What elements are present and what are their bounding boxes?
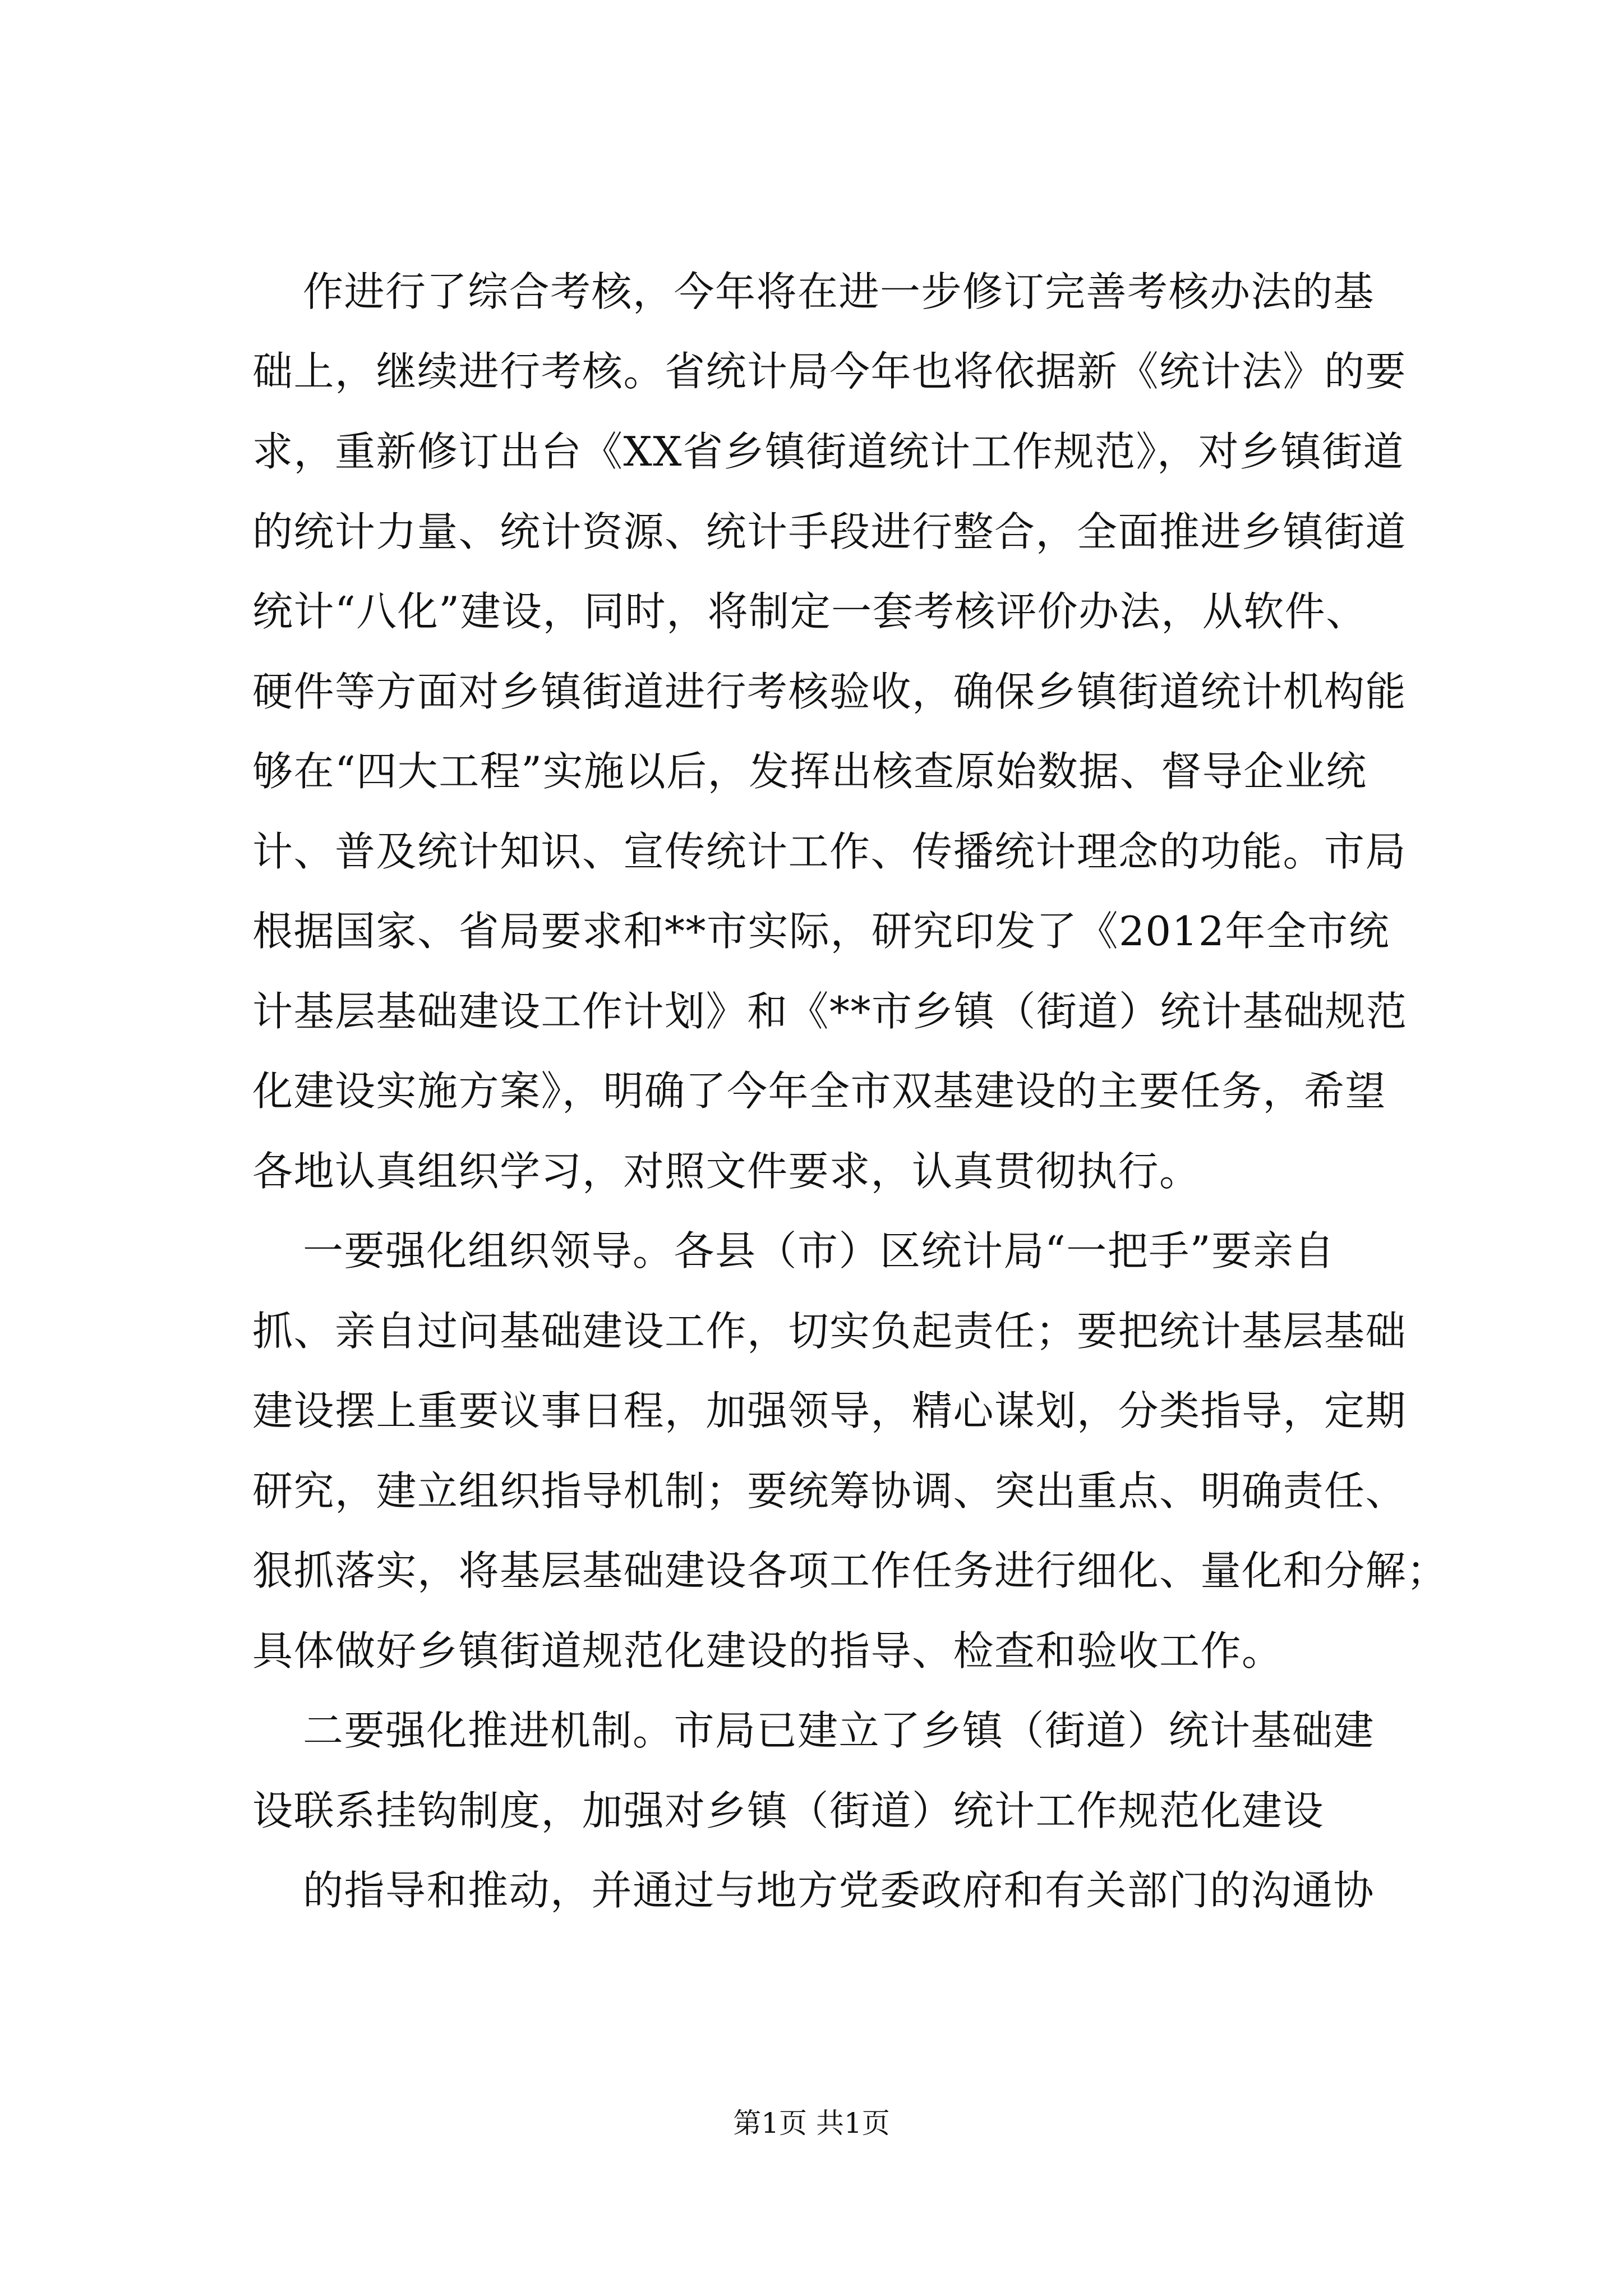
body-text-line: 作进行了综合考核，今年将在进一步修订完善考核办法的基: [303, 268, 1375, 315]
body-text-line: 化建设实施方案》，明确了今年全市双基建设的主要任务，希望: [252, 1068, 1387, 1115]
body-text-line: 设联系挂钩制度，加强对乡镇（街道）统计工作规范化建设: [252, 1787, 1325, 1834]
body-text-line: 一要强化组织领导。各县（市）区统计局“一把手”要亲自: [303, 1227, 1335, 1274]
body-text-line: 狠抓落实，将基层基础建设各项工作任务进行细化、量化和分解；: [252, 1547, 1448, 1594]
body-text-line: 的统计力量、统计资源、统计手段进行整合，全面推进乡镇街道: [252, 508, 1407, 555]
body-text-line: 求，重新修订出台《XX省乡镇街道统计工作规范》，对乡镇街道: [252, 428, 1405, 475]
body-text-line: 研究，建立组织指导机制；要统筹协调、突出重点、明确责任、: [252, 1467, 1407, 1515]
body-text-line: 抓、亲自过问基础建设工作，切实负起责任；要把统计基层基础: [252, 1308, 1407, 1355]
page-footer: 第1页 共1页: [733, 2107, 890, 2139]
body-text-line: 具体做好乡镇街道规范化建设的指导、检查和验收工作。: [252, 1627, 1283, 1674]
body-text-line: 够在“四大工程”实施以后，发挥出核查原始数据、督导企业统: [252, 748, 1367, 795]
body-text-line: 各地认真组织学习，对照文件要求，认真贯彻执行。: [252, 1148, 1201, 1195]
body-text-line: 计基层基础建设工作计划》和《**市乡镇（街道）统计基础规范: [252, 988, 1408, 1035]
body-text-line: 统计“八化”建设，同时，将制定一套考核评价办法，从软件、: [252, 588, 1367, 635]
body-text-line: 建设摆上重要议事日程，加强领导，精心谋划，分类指导，定期: [252, 1387, 1407, 1434]
body-text-line: 础上，继续进行考核。省统计局今年也将依据新《统计法》的要: [252, 348, 1407, 395]
body-text-line: 硬件等方面对乡镇街道进行考核验收，确保乡镇街道统计机构能: [252, 668, 1407, 715]
body-text-line: 根据国家、省局要求和**市实际，研究印发了《2012年全市统: [252, 908, 1390, 955]
body-text-line: 的指导和推动，并通过与地方党委政府和有关部门的沟通协: [303, 1867, 1375, 1914]
body-text-line: 计、普及统计知识、宣传统计工作、传播统计理念的功能。市局: [252, 828, 1407, 875]
body-text-line: 二要强化推进机制。市局已建立了乡镇（街道）统计基础建: [303, 1707, 1375, 1754]
